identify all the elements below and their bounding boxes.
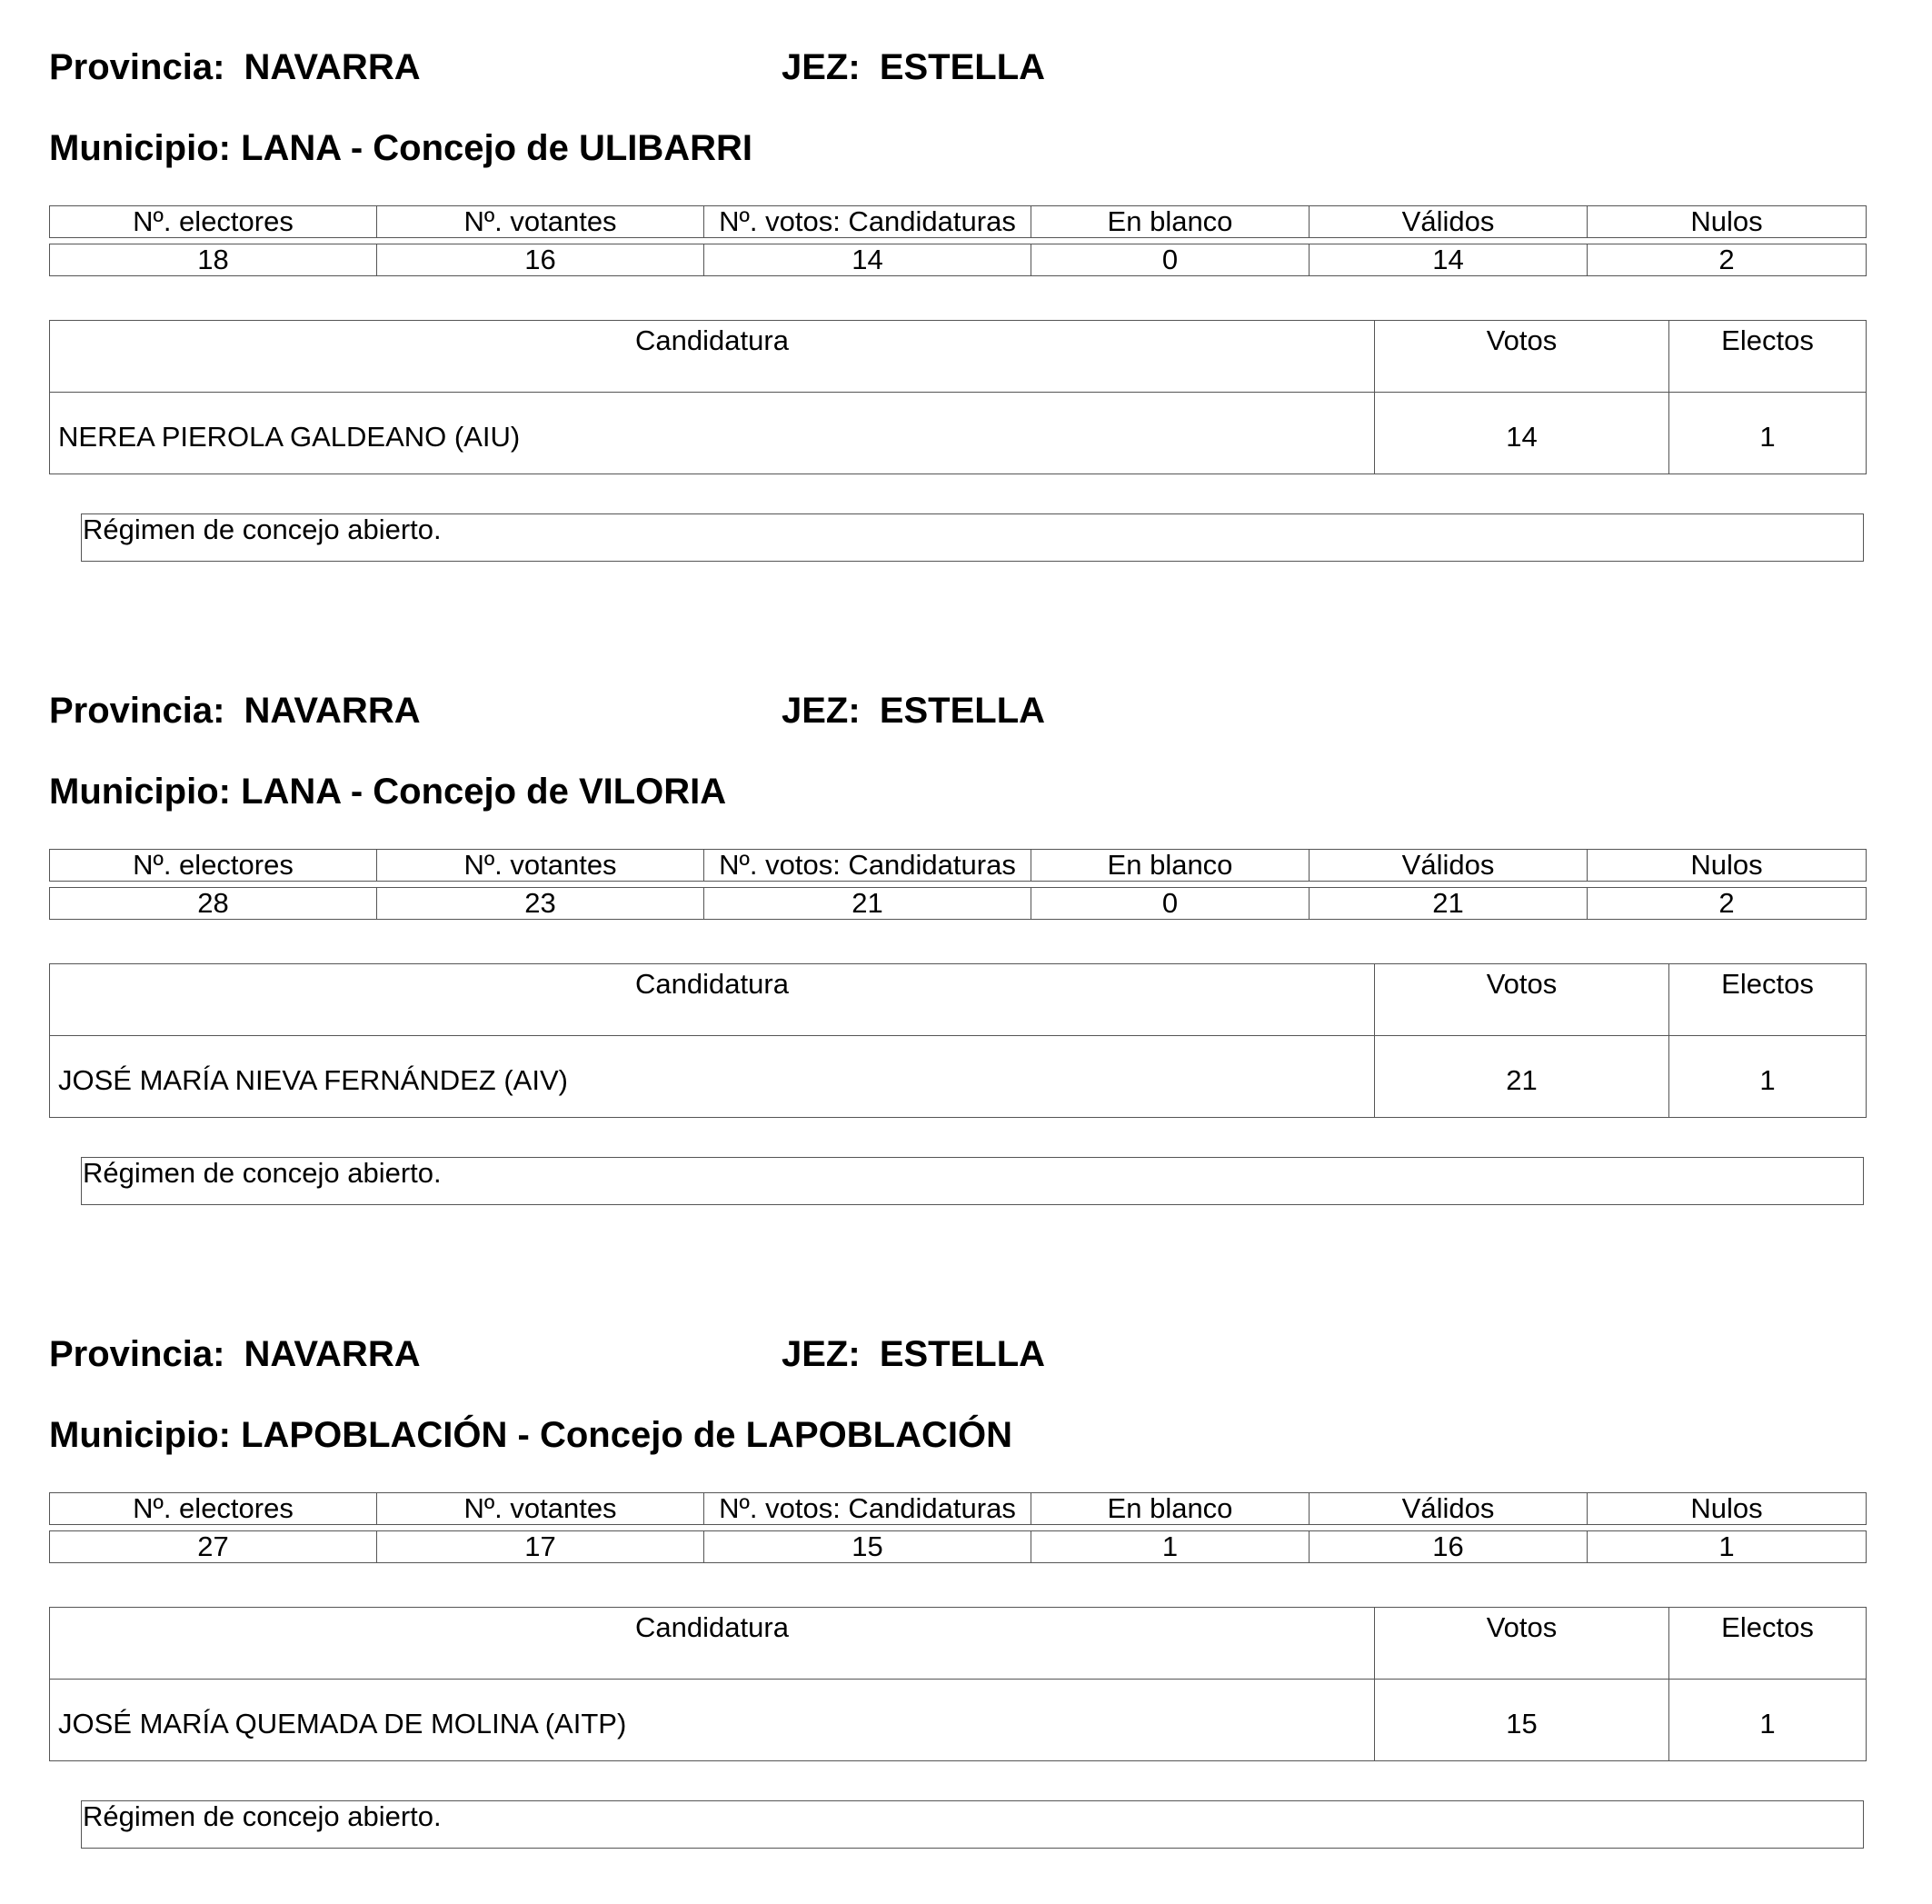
votos-header: Votos <box>1375 1608 1669 1680</box>
municipio-heading: Municipio: LAPOBLACIÓN - Concejo de LAPOBLACIÓN <box>49 1415 1012 1455</box>
stat-value: 21 <box>1310 888 1588 920</box>
stat-header: En blanco <box>1031 1493 1310 1525</box>
table-row <box>50 1036 1867 1118</box>
stat-header: En blanco <box>1031 206 1310 238</box>
stats-header-table <box>49 1492 1867 1525</box>
provincia-heading: Provincia: NAVARRA <box>49 691 421 731</box>
votos-header: Votos <box>1375 964 1669 1036</box>
jez-heading: JEZ: ESTELLA <box>782 47 1046 87</box>
candidates-table <box>49 963 1867 1118</box>
municipio-heading: Municipio: LANA - Concejo de ULIBARRI <box>49 128 753 168</box>
stat-header: Nº. electores <box>50 1493 377 1525</box>
stat-value: 0 <box>1031 244 1310 276</box>
stat-header: Válidos <box>1310 206 1588 238</box>
regime-note: Régimen de concejo abierto. <box>81 513 1864 562</box>
provincia-heading: Provincia: NAVARRA <box>49 1334 421 1374</box>
stat-value: 21 <box>704 888 1031 920</box>
stat-header: Nº. electores <box>50 850 377 882</box>
stat-value: 16 <box>1310 1531 1588 1563</box>
stats-values-table <box>49 1530 1867 1563</box>
candidatura-header: Candidatura <box>50 964 1375 1036</box>
regime-note: Régimen de concejo abierto. <box>81 1800 1864 1849</box>
election-section-1 <box>0 0 1932 600</box>
electos-header: Electos <box>1669 321 1867 393</box>
stat-value: 16 <box>377 244 704 276</box>
table-row <box>50 1680 1867 1761</box>
stat-header: En blanco <box>1031 850 1310 882</box>
stat-value: 0 <box>1031 888 1310 920</box>
stat-value: 27 <box>50 1531 377 1563</box>
provincia-heading: Provincia: NAVARRA <box>49 47 421 87</box>
jez-heading: JEZ: ESTELLA <box>782 691 1046 731</box>
stat-value: 2 <box>1588 244 1867 276</box>
candidate-votos: 15 <box>1375 1680 1669 1761</box>
stat-header: Nº. votantes <box>377 1493 704 1525</box>
stat-value: 14 <box>704 244 1031 276</box>
candidate-name: JOSÉ MARÍA QUEMADA DE MOLINA (AITP) <box>50 1680 1375 1761</box>
stat-header: Nulos <box>1588 850 1867 882</box>
candidatura-header: Candidatura <box>50 1608 1375 1680</box>
candidatura-header: Candidatura <box>50 321 1375 393</box>
stat-header: Válidos <box>1310 1493 1588 1525</box>
regime-note: Régimen de concejo abierto. <box>81 1157 1864 1205</box>
candidate-votos: 21 <box>1375 1036 1669 1118</box>
election-section-2 <box>0 643 1932 1243</box>
stat-value: 1 <box>1588 1531 1867 1563</box>
stat-header: Nº. votos: Candidaturas <box>704 206 1031 238</box>
stats-header-table <box>49 849 1867 882</box>
stat-header: Nulos <box>1588 206 1867 238</box>
stat-header: Nº. electores <box>50 206 377 238</box>
candidate-name: JOSÉ MARÍA NIEVA FERNÁNDEZ (AIV) <box>50 1036 1375 1118</box>
votos-header: Votos <box>1375 321 1669 393</box>
stat-value: 18 <box>50 244 377 276</box>
candidate-electos: 1 <box>1669 1680 1867 1761</box>
electos-header: Electos <box>1669 964 1867 1036</box>
candidate-electos: 1 <box>1669 393 1867 474</box>
stat-header: Nulos <box>1588 1493 1867 1525</box>
table-row <box>50 393 1867 474</box>
jez-heading: JEZ: ESTELLA <box>782 1334 1046 1374</box>
candidates-table <box>49 320 1867 474</box>
stat-header: Nº. votantes <box>377 850 704 882</box>
candidate-name: NEREA PIEROLA GALDEANO (AIU) <box>50 393 1375 474</box>
stat-header: Nº. votantes <box>377 206 704 238</box>
stats-values-table <box>49 244 1867 276</box>
municipio-heading: Municipio: LANA - Concejo de VILORIA <box>49 772 727 812</box>
stats-values-table <box>49 887 1867 920</box>
stats-header-table <box>49 205 1867 238</box>
stat-value: 23 <box>377 888 704 920</box>
electos-header: Electos <box>1669 1608 1867 1680</box>
stat-value: 14 <box>1310 244 1588 276</box>
stat-value: 2 <box>1588 888 1867 920</box>
election-section-3 <box>0 1287 1932 1887</box>
stat-header: Válidos <box>1310 850 1588 882</box>
candidates-table <box>49 1607 1867 1761</box>
stat-header: Nº. votos: Candidaturas <box>704 1493 1031 1525</box>
stat-header: Nº. votos: Candidaturas <box>704 850 1031 882</box>
stat-value: 15 <box>704 1531 1031 1563</box>
candidate-votos: 14 <box>1375 393 1669 474</box>
stat-value: 17 <box>377 1531 704 1563</box>
candidate-electos: 1 <box>1669 1036 1867 1118</box>
stat-value: 28 <box>50 888 377 920</box>
stat-value: 1 <box>1031 1531 1310 1563</box>
